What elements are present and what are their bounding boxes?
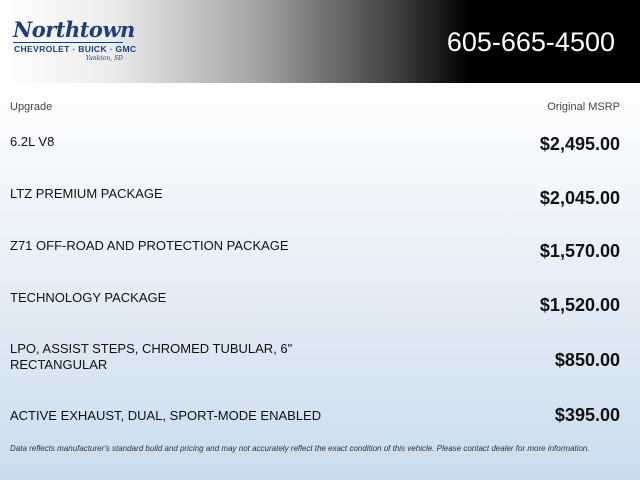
logo-divider xyxy=(13,42,123,43)
msrp-column-header: Original MSRP xyxy=(547,101,620,113)
upgrade-column-header: Upgrade xyxy=(10,101,53,113)
upgrade-name: Z71 OFF-ROAD AND PROTECTION PACKAGE xyxy=(10,238,289,253)
upgrade-name: LPO, ASSIST STEPS, CHROMED TUBULAR, 6" RECTANGULAR xyxy=(10,341,293,372)
upgrade-price: $395.00 xyxy=(554,405,620,425)
header-banner xyxy=(0,0,640,83)
upgrade-price: $2,495.00 xyxy=(539,134,620,154)
upgrade-price: $1,520.00 xyxy=(539,295,620,315)
logo-dealer-name: Northtown xyxy=(13,17,135,42)
upgrade-name: ACTIVE EXHAUST, DUAL, SPORT-MODE ENABLED xyxy=(10,408,322,423)
upgrade-price: $1,570.00 xyxy=(539,241,620,261)
upgrade-name: LTZ PREMIUM PACKAGE xyxy=(10,186,163,201)
dealer-logo xyxy=(13,17,137,64)
upgrade-price: $2,045.00 xyxy=(539,188,620,208)
disclaimer-text: Data reflects manufacturer's standard build and pricing and may not accurately reflect the exact condition of this vehicle. Please contact dealer for more information. xyxy=(10,444,590,453)
logo-city: Yankton, SD xyxy=(85,55,123,62)
upgrade-name: 6.2L V8 xyxy=(10,134,55,149)
upgrade-name: TECHNOLOGY PACKAGE xyxy=(10,290,167,305)
upgrade-price: $850.00 xyxy=(554,350,620,370)
logo-brands: CHEVROLET · BUICK · GMC xyxy=(14,44,137,54)
dealer-phone-number: 605-665-4500 xyxy=(446,27,615,57)
